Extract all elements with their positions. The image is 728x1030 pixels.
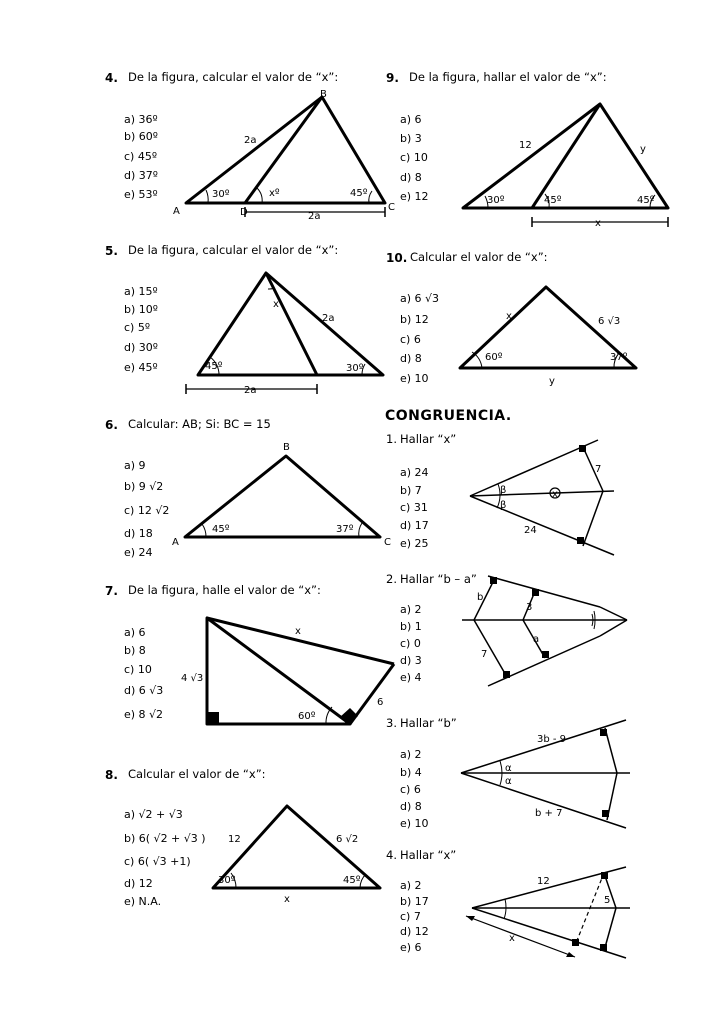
- c4-option-e: e) 6: [400, 941, 422, 954]
- p10-question: Calcular el valor de “x”:: [410, 250, 548, 264]
- c2-option-c: c) 0: [400, 637, 421, 650]
- c3-option-b: b) 4: [400, 766, 422, 779]
- p6-option-d: d) 18: [124, 527, 153, 540]
- p8-number: 8.: [105, 768, 118, 782]
- p9-option-d: d) 8: [400, 171, 422, 184]
- p4-question: De la figura, calcular el valor de “x”:: [128, 70, 339, 84]
- p7-option-a: a) 6: [124, 626, 146, 639]
- c3-label-alpha1: α: [505, 763, 512, 774]
- p9-label-12: 12: [519, 140, 532, 151]
- p6-option-e: e) 24: [124, 546, 153, 559]
- figure-p5: [186, 273, 383, 394]
- p9-number: 9.: [386, 71, 399, 85]
- c2-label-7: 7: [481, 649, 488, 660]
- p8-option-d: d) 12: [124, 877, 153, 890]
- c4-question: Hallar “x”: [400, 848, 457, 862]
- p6-label-37: 37º: [336, 524, 354, 535]
- p7-number: 7.: [105, 584, 118, 598]
- p9-option-a: a) 6: [400, 113, 422, 126]
- figure-c1: [470, 440, 614, 555]
- c4-option-d: d) 12: [400, 925, 429, 938]
- p9-label-45b: 45º: [637, 195, 655, 206]
- p6-label-45: 45º: [212, 524, 230, 535]
- p5-label-side: 2a: [322, 313, 335, 324]
- figure-p9: [463, 104, 668, 227]
- c3-label-top: 3b - 9: [537, 734, 567, 745]
- p10-label-right: 6 √3: [598, 316, 621, 327]
- p4-option-b: b) 60º: [124, 130, 158, 143]
- p7-option-d: d) 6 √3: [124, 684, 164, 697]
- c4-number: 4.: [386, 848, 397, 862]
- p8-label-45: 45º: [343, 875, 361, 886]
- p6-option-b: b) 9 √2: [124, 480, 164, 493]
- p4-option-d: d) 37º: [124, 169, 158, 182]
- p7-option-b: b) 8: [124, 644, 146, 657]
- c2-option-b: b) 1: [400, 620, 422, 633]
- p4-label-D: D: [240, 207, 248, 218]
- p10-label-y: y: [549, 376, 555, 387]
- p4-label-45: 45º: [350, 188, 368, 199]
- p4-number: 4.: [105, 71, 118, 85]
- p6-option-c: c) 12 √2: [124, 504, 170, 517]
- c2-label-a: a: [533, 634, 540, 645]
- c1-option-a: a) 24: [400, 466, 429, 479]
- p4-label-B: B: [320, 89, 327, 100]
- p5-option-c: c) 5º: [124, 321, 151, 334]
- p8-label-right: 6 √2: [336, 834, 359, 845]
- p5-option-e: e) 45º: [124, 361, 158, 374]
- p6-label-B: B: [283, 442, 290, 453]
- c4-label-x: x: [509, 933, 515, 944]
- p10-option-a: a) 6 √3: [400, 292, 440, 305]
- p4-option-c: c) 45º: [124, 150, 158, 163]
- p5-label-45: 45º: [205, 361, 223, 372]
- p6-question: Calcular: AB; Si: BC = 15: [128, 417, 271, 431]
- p7-option-e: e) 8 √2: [124, 708, 164, 721]
- p6-label-C: C: [384, 537, 391, 548]
- c3-question: Hallar “b”: [400, 716, 457, 730]
- c3-label-alpha2: α: [505, 776, 512, 787]
- p4-option-a: a) 36º: [124, 113, 158, 126]
- c2-question: Hallar “b – a”: [400, 572, 477, 586]
- c1-label-x: x: [552, 489, 558, 500]
- p10-label-60: 60º: [485, 352, 503, 363]
- section-title: CONGRUENCIA.: [385, 408, 512, 424]
- p7-label-side: 4 √3: [181, 673, 204, 684]
- p8-option-c: c) 6( √3 +1): [124, 855, 191, 868]
- c3-option-a: a) 2: [400, 748, 422, 761]
- c1-label-24: 24: [524, 525, 537, 536]
- p9-label-y: y: [640, 144, 646, 155]
- p8-label-left: 12: [228, 834, 241, 845]
- c4-option-a: a) 2: [400, 879, 422, 892]
- c2-label-3: 3: [526, 602, 533, 613]
- c1-option-c: c) 31: [400, 501, 428, 514]
- p9-option-b: b) 3: [400, 132, 422, 145]
- p10-label-37: 37º: [610, 352, 628, 363]
- p5-option-b: b) 10º: [124, 303, 158, 316]
- p5-label-x: x: [273, 299, 279, 310]
- c3-number: 3.: [386, 716, 397, 730]
- p4-label-30: 30º: [212, 189, 230, 200]
- c4-label-12: 12: [537, 876, 550, 887]
- p10-option-e: e) 10: [400, 372, 429, 385]
- p10-label-x: x: [506, 311, 512, 322]
- c3-option-d: d) 8: [400, 800, 422, 813]
- p9-label-x: x: [595, 218, 601, 229]
- p7-label-x: x: [295, 626, 301, 637]
- p4-label-x: xº: [269, 188, 280, 199]
- p8-option-a: a) √2 + √3: [124, 808, 183, 821]
- p5-number: 5.: [105, 244, 118, 258]
- c2-option-a: a) 2: [400, 603, 422, 616]
- p4-label-base: 2a: [308, 211, 321, 222]
- c2-option-d: d) 3: [400, 654, 422, 667]
- p6-label-A: A: [172, 537, 179, 548]
- p8-option-b: b) 6( √2 + √3 ): [124, 832, 206, 845]
- c1-option-b: b) 7: [400, 484, 422, 497]
- p10-option-b: b) 12: [400, 313, 429, 326]
- c2-number: 2.: [386, 572, 397, 586]
- p7-label-six: 6: [377, 697, 384, 708]
- c1-label-beta2: β: [500, 500, 507, 511]
- c2-option-e: e) 4: [400, 671, 422, 684]
- p8-label-30: 30º: [218, 875, 236, 886]
- p10-option-d: d) 8: [400, 352, 422, 365]
- p5-option-d: d) 30º: [124, 341, 158, 354]
- c1-option-d: d) 17: [400, 519, 429, 532]
- p5-option-a: a) 15º: [124, 285, 158, 298]
- p5-label-base: 2a: [244, 385, 257, 396]
- p10-number: 10.: [386, 251, 408, 265]
- c1-label-beta1: β: [500, 485, 507, 496]
- c2-label-b: b: [477, 592, 484, 603]
- c4-option-c: c) 7: [400, 910, 421, 923]
- p5-label-30: 30º: [346, 363, 364, 374]
- p8-option-e: e) N.A.: [124, 895, 162, 908]
- c3-option-e: e) 10: [400, 817, 429, 830]
- p9-option-c: c) 10: [400, 151, 428, 164]
- p9-option-e: e) 12: [400, 190, 429, 203]
- p8-question: Calcular el valor de “x”:: [128, 767, 266, 781]
- p4-label-A: A: [173, 206, 180, 217]
- p6-option-a: a) 9: [124, 459, 146, 472]
- p9-question: De la figura, hallar el valor de “x”:: [409, 70, 607, 84]
- p7-option-c: c) 10: [124, 663, 152, 676]
- p5-question: De la figura, calcular el valor de “x”:: [128, 243, 339, 257]
- p4-option-e: e) 53º: [124, 188, 158, 201]
- figure-c2: [462, 576, 627, 686]
- c1-question: Hallar “x”: [400, 432, 457, 446]
- p6-number: 6.: [105, 418, 118, 432]
- p9-label-45a: 45º: [544, 195, 562, 206]
- p4-label-side: 2a: [244, 135, 257, 146]
- p7-question: De la figura, halle el valor de “x”:: [128, 583, 321, 597]
- c4-option-b: b) 17: [400, 895, 429, 908]
- c3-option-c: c) 6: [400, 783, 421, 796]
- p7-label-60: 60º: [298, 711, 316, 722]
- p9-label-30: 30º: [487, 195, 505, 206]
- p10-option-c: c) 6: [400, 333, 421, 346]
- p8-label-x: x: [284, 894, 290, 905]
- c1-label-7: 7: [595, 464, 602, 475]
- p4-label-C: C: [388, 202, 395, 213]
- c4-label-5: 5: [604, 895, 611, 906]
- c1-number: 1.: [386, 432, 397, 446]
- c3-label-bottom: b + 7: [535, 808, 563, 819]
- c1-option-e: e) 25: [400, 537, 429, 550]
